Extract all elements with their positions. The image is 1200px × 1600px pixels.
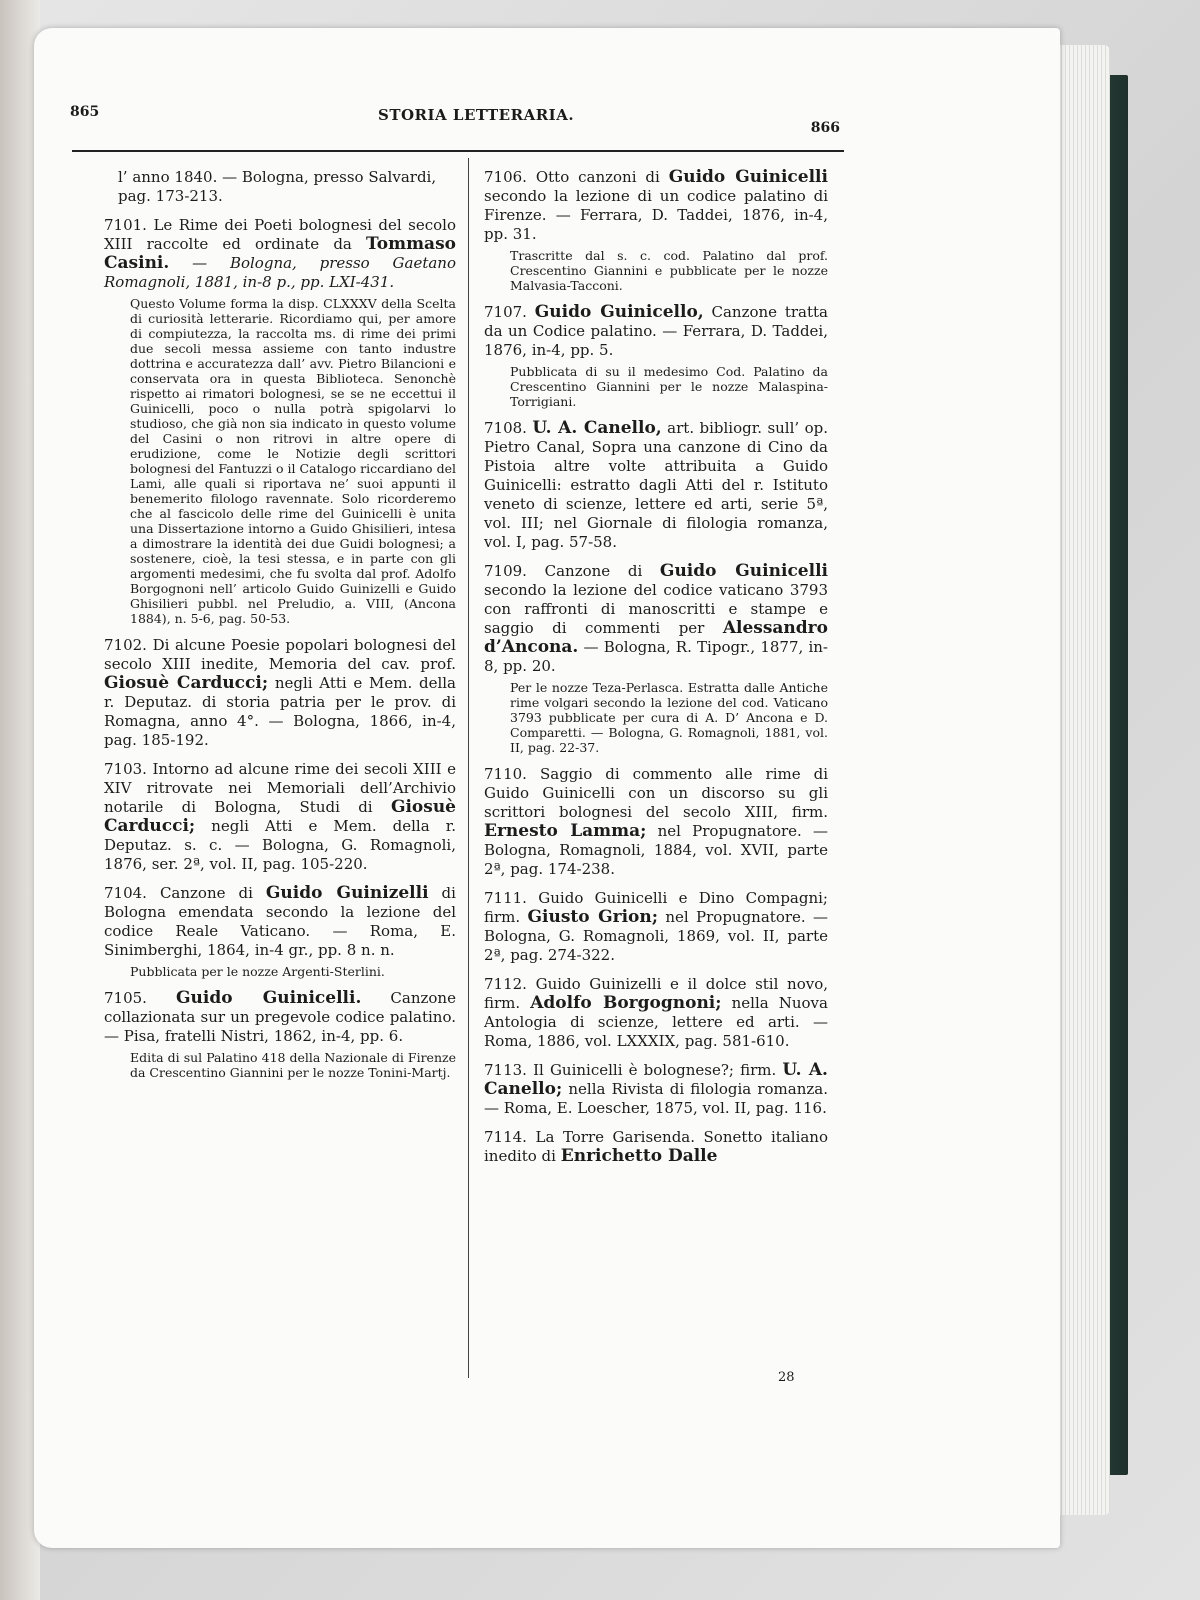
entry-imprint: nel Propugnatore. — Bologna, G. Romagnoli, 1869, vol. II, parte 2ª, pag. 274-322.: [484, 908, 828, 964]
entry-imprint: — Bologna, presso Gaetano Romagnoli, 1881, in-8 p., pp. LXI-431.: [104, 254, 456, 291]
entry-author: Ernesto Lamma;: [484, 821, 647, 841]
continuation-text: l’ anno 1840. — Bologna, presso Salvardi, pag. 173-213.: [118, 168, 437, 205]
entry-imprint: art. bibliogr. sull’ op. Pietro Canal, Sopra una canzone di Cino da Pistoia altre volte attribuita a Guido Guinicelli: estratto dagli Atti del r. Istituto veneto di scienze, lettere ed arti, serie 5ª, vol. III; nel Giornale di filologia romanza, vol. I, pag. 57-58.: [484, 419, 828, 551]
entry-title-continued: secondo la lezione del codice vaticano 3793 con raffronti di manoscritti e stampe e saggio di commenti per: [484, 581, 828, 637]
entry-note: Questo Volume forma la disp. CLXXXV della Scelta di curiosità letterarie. Ricordiamo qui, per amore di compiutezza, la raccolta ms. di rime dei primi due secoli messa assieme con tanto industre dottrina e accuratezza dall’ avv. Pietro Bilancioni e conservata ora in questa Biblioteca. Senonchè rispetto ai rimatori bolognesi, se se ne eccettui il Guinicelli, poco o nulla potrà spigolarvi lo studioso, che già non sia indicato in questo volume del Casini o non ritrovi in altre opere di erudizione, come le Notizie degli scrittori bolognesi del Fantuzzi o il Catalogo riccardiano del Lami, alle quali si riportava ne’ suoi appunti il benemerito filologo ravennate. Solo ricorderemo che al fascicolo delle rime del Guinicelli è unita una Dissertazione intorno a Guido Ghisilieri, intesa a dimostrare la identità dei due Guidi bolognesi; a sostenere, cioè, la tesi stessa, e in parte con gli argomenti medesimi, che fu svolta dal prof. Adolfo Borgognoni nell’ articolo Guido Guinizelli e Guido Ghisilieri pubbl. nel Preludio, a. VIII, (Ancona 1884), n. 5-6, pag. 50-53.: [130, 296, 456, 626]
entry-imprint: — Bologna, R. Tipogr., 1877, in-8, pp. 20.: [484, 638, 828, 675]
bibliography-entry: [104, 760, 456, 874]
left-column: [104, 168, 456, 1090]
entry-number: 7111.: [484, 889, 527, 907]
entry-author: Guido Guinicelli.: [176, 988, 362, 1008]
page-header: [70, 104, 840, 136]
entry-author: Giosuè Carducci;: [104, 797, 456, 836]
entry-note: Per le nozze Teza-Perlasca. Estratta dalle Antiche rime volgari secondo la lezione del cod. Vaticano 3793 pubblicate per cura di A. D’ Ancona e D. Comparetti. — Bologna, G. Romagnoli, 1881, vol. II, pag. 22-37.: [510, 680, 828, 755]
entry-author: Tommaso Casini.: [104, 234, 456, 273]
entry-number: 7105.: [104, 989, 147, 1007]
entry-title: La Torre Garisenda. Sonetto italiano inedito di: [484, 1128, 828, 1165]
entry-title: Il Guinicelli è bolognese?; firm.: [533, 1061, 777, 1079]
header-rule: [72, 150, 844, 152]
right-column: [484, 168, 828, 1176]
entry-author: U. A. Canello,: [532, 418, 662, 438]
entry-number: 7113.: [484, 1061, 527, 1079]
bibliography-entry: [104, 884, 456, 979]
bibliography-entry: [484, 975, 828, 1051]
entry-author: Guido Guinizelli: [265, 883, 429, 903]
bibliography-entry: [104, 636, 456, 750]
entry-imprint: nella Rivista di filologia romanza. — Roma, E. Loescher, 1875, vol. II, pag. 116.: [484, 1080, 828, 1117]
entry-number: 7103.: [104, 760, 147, 778]
entry-imprint: negli Atti e Mem. della r. Deputaz. s. c. — Bologna, G. Romagnoli, 1876, ser. 2ª, vol. II, pag. 105-220.: [104, 817, 456, 873]
entry-title: Saggio di commento alle rime di Guido Guinicelli con un discorso su gli scrittori bolognesi del secolo XIII, firm.: [484, 765, 828, 821]
entry-imprint: Canzone collazionata sur un pregevole codice palatino. — Pisa, fratelli Nistri, 1862, in-4, pp. 6.: [104, 989, 456, 1045]
bibliography-entry: [484, 419, 828, 552]
entry-number: 7107.: [484, 303, 527, 321]
bibliography-entry: [484, 889, 828, 965]
entry-title: Guido Guinicelli e Dino Compagni; firm.: [484, 889, 828, 926]
entry-title: Canzone di: [159, 884, 253, 902]
entry-note: Trascritte dal s. c. cod. Palatino dal prof. Crescentino Giannini e pubblicate per le nozze Malvasia-Tacconi.: [510, 248, 828, 293]
entry-number: 7108.: [484, 419, 527, 437]
entry-author: Guido Guinicelli: [659, 561, 828, 581]
page-number-right: 866: [810, 120, 840, 136]
entry-author: Adolfo Borgognoni;: [530, 993, 722, 1013]
entry-note: Pubblicata di su il medesimo Cod. Palatino da Crescentino Giannini per le nozze Malaspina-Torrigiani.: [510, 364, 828, 409]
entry-title: Le Rime dei Poeti bolognesi del secolo XIII raccolte ed ordinate da: [104, 216, 456, 253]
entry-editor: Alessandro d’Ancona.: [484, 618, 828, 657]
entry-number: 7106.: [484, 168, 527, 186]
bibliography-entry: [484, 1061, 828, 1118]
entry-title: Intorno ad alcune rime dei secoli XIII e XIV ritrovate nei Memoriali dell’Archivio notarile di Bologna, Studi di: [104, 760, 456, 816]
entry-imprint: nella Nuova Antologia di scienze, lettere ed arti. — Roma, 1886, vol. LXXXIX, pag. 581-610.: [484, 994, 828, 1050]
column-divider: [468, 158, 469, 1378]
bibliography-entry: [484, 168, 828, 293]
entry-title: Di alcune Poesie popolari bolognesi del secolo XIII inedite, Memoria del cav. prof.: [104, 636, 456, 673]
bibliography-entry: [484, 303, 828, 409]
entry-number: 7114.: [484, 1128, 527, 1146]
entry-imprint: di Bologna emendata secondo la lezione del codice Reale Vaticano. — Roma, E. Sinimberghi, 1864, in-4 gr., pp. 8 n. n.: [104, 884, 456, 959]
bibliography-entry: [104, 989, 456, 1080]
entry-imprint: Canzone tratta da un Codice palatino. — Ferrara, D. Taddei, 1876, in-4, pp. 5.: [484, 303, 828, 359]
entry-author: Giusto Grion;: [527, 907, 659, 927]
bibliography-entry: [484, 562, 828, 755]
entry-title: Guido Guinizelli e il dolce stil novo, firm.: [484, 975, 828, 1012]
entry-note: Pubblicata per le nozze Argenti-Sterlini.: [130, 964, 385, 979]
signature-mark: 28: [778, 1370, 795, 1385]
entry-note: Edita di sul Palatino 418 della Nazionale di Firenze da Crescentino Giannini per le nozze Tonini-Martj.: [130, 1050, 456, 1080]
entry-number: 7110.: [484, 765, 527, 783]
entry-number: 7112.: [484, 975, 527, 993]
entry-author: U. A. Canello;: [484, 1060, 828, 1099]
entry-number: 7104.: [104, 884, 147, 902]
entry-imprint: secondo la lezione di un codice palatino di Firenze. — Ferrara, D. Taddei, 1876, in-4, pp. 31.: [484, 187, 828, 243]
entry-imprint: nel Propugnatore. — Bologna, Romagnoli, 1884, vol. XVII, parte 2ª, pag. 174-238.: [484, 822, 828, 878]
entry-number: 7102.: [104, 636, 147, 654]
bibliography-entry: [484, 765, 828, 879]
entry-title: Canzone di: [544, 562, 643, 580]
page-number-left: 865: [70, 104, 100, 120]
entry-number: 7101.: [104, 216, 147, 234]
entry-author: Guido Guinicello,: [534, 302, 704, 322]
bibliography-entry: [104, 216, 456, 626]
entry-author: Giosuè Carducci;: [104, 673, 269, 693]
running-title: STORIA LETTERARIA.: [378, 106, 575, 124]
entry-title: Otto canzoni di: [535, 168, 660, 186]
entry-number: 7109.: [484, 562, 527, 580]
entry-author: Guido Guinicelli: [668, 167, 828, 187]
entry-author: Enrichetto Dalle: [560, 1146, 718, 1166]
bibliography-entry: [484, 1128, 828, 1166]
entry-imprint: negli Atti e Mem. della r. Deputaz. di storia patria per le prov. di Romagna, anno 4°. — Bologna, 1866, in-4, pag. 185-192.: [104, 674, 456, 749]
